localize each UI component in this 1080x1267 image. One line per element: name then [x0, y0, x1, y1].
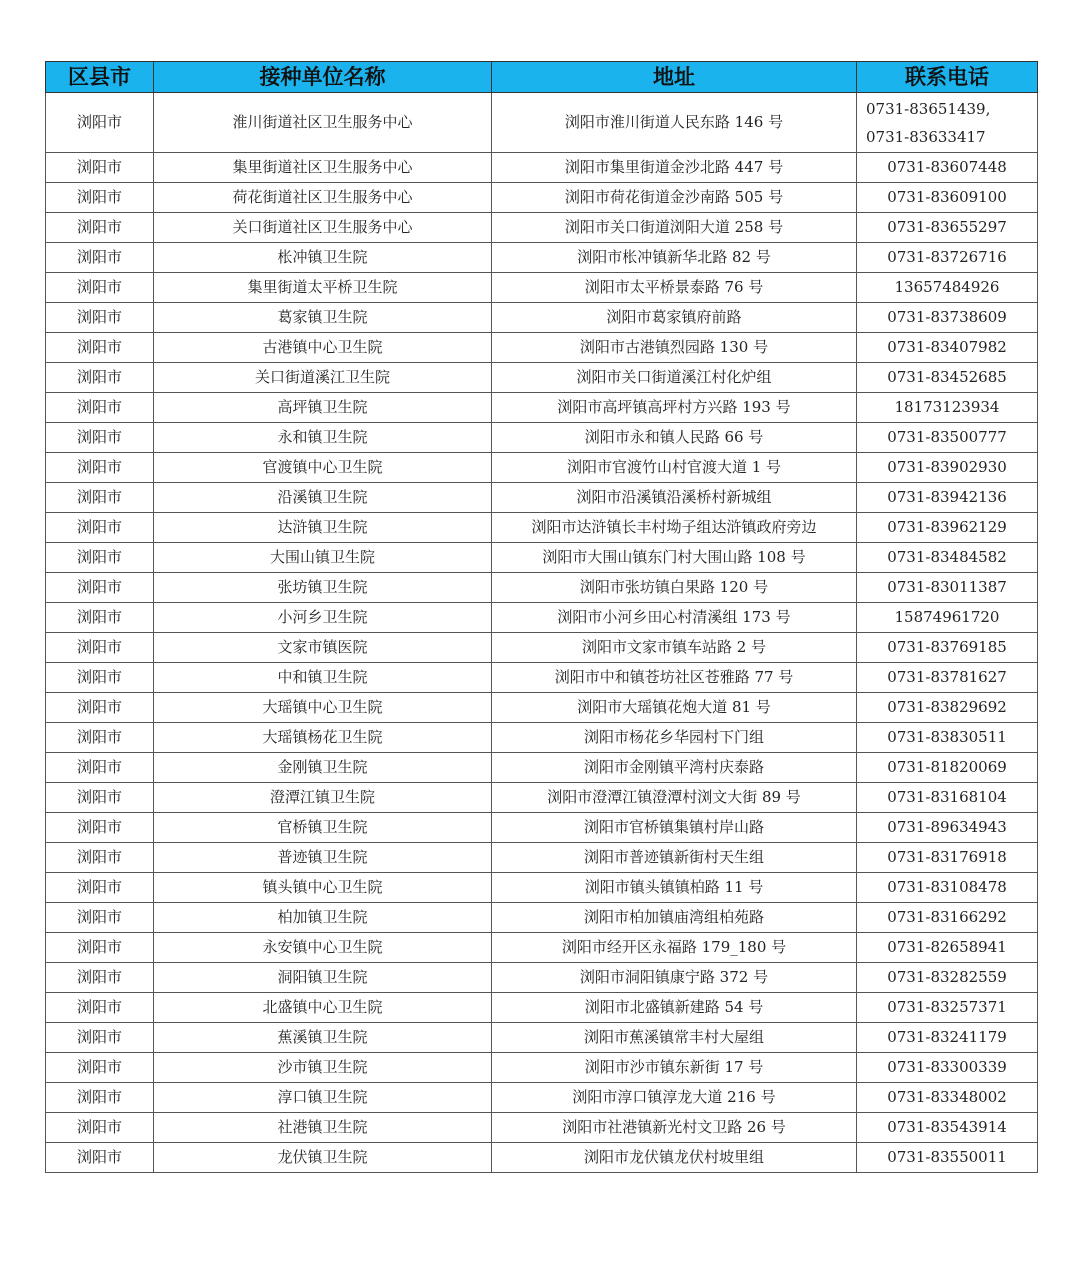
- phone-cell: 0731-83011387: [857, 573, 1038, 603]
- phone-cell: 0731-83241179: [857, 1023, 1038, 1053]
- district-cell: 浏阳市: [46, 693, 154, 723]
- district-cell: 浏阳市: [46, 963, 154, 993]
- address-cell: 浏阳市太平桥景泰路 76 号: [492, 273, 857, 303]
- table-row: [46, 273, 1038, 303]
- unit-name-cell: 沿溪镇卫生院: [154, 483, 492, 513]
- header-phone: 联系电话: [857, 62, 1038, 93]
- unit-name-cell: 古港镇中心卫生院: [154, 333, 492, 363]
- table-row: [46, 483, 1038, 513]
- table-row: [46, 363, 1038, 393]
- phone-cell: 0731-83176918: [857, 843, 1038, 873]
- table-body: [46, 93, 1038, 1173]
- table-row: [46, 753, 1038, 783]
- district-cell: 浏阳市: [46, 393, 154, 423]
- unit-name-cell: 洞阳镇卫生院: [154, 963, 492, 993]
- district-cell: 浏阳市: [46, 213, 154, 243]
- phone-cell: 0731-83484582: [857, 543, 1038, 573]
- phone-cell: 0731-83407982: [857, 333, 1038, 363]
- unit-name-cell: 官桥镇卫生院: [154, 813, 492, 843]
- district-cell: 浏阳市: [46, 1083, 154, 1113]
- phone-cell: 0731-83607448: [857, 153, 1038, 183]
- table-row: [46, 213, 1038, 243]
- table-row: [46, 843, 1038, 873]
- unit-name-cell: 荷花街道社区卫生服务中心: [154, 183, 492, 213]
- table-row: [46, 903, 1038, 933]
- address-cell: 浏阳市荷花街道金沙南路 505 号: [492, 183, 857, 213]
- unit-name-cell: 沙市镇卫生院: [154, 1053, 492, 1083]
- address-cell: 浏阳市澄潭江镇澄潭村浏文大街 89 号: [492, 783, 857, 813]
- phone-cell: 0731-83942136: [857, 483, 1038, 513]
- unit-name-cell: 高坪镇卫生院: [154, 393, 492, 423]
- unit-name-cell: 达浒镇卫生院: [154, 513, 492, 543]
- address-cell: 浏阳市文家市镇车站路 2 号: [492, 633, 857, 663]
- unit-name-cell: 蕉溪镇卫生院: [154, 1023, 492, 1053]
- address-cell: 浏阳市蕉溪镇常丰村大屋组: [492, 1023, 857, 1053]
- address-cell: 浏阳市小河乡田心村清溪组 173 号: [492, 603, 857, 633]
- phone-cell: 13657484926: [857, 273, 1038, 303]
- table-row: [46, 153, 1038, 183]
- phone-cell: 0731-83543914: [857, 1113, 1038, 1143]
- address-cell: 浏阳市枨冲镇新华北路 82 号: [492, 243, 857, 273]
- phone-cell: 15874961720: [857, 603, 1038, 633]
- district-cell: 浏阳市: [46, 243, 154, 273]
- unit-name-cell: 葛家镇卫生院: [154, 303, 492, 333]
- table-row: [46, 993, 1038, 1023]
- address-cell: 浏阳市高坪镇高坪村方兴路 193 号: [492, 393, 857, 423]
- phone-cell: 0731-83500777: [857, 423, 1038, 453]
- district-cell: 浏阳市: [46, 93, 154, 153]
- phone-cell: 0731-83769185: [857, 633, 1038, 663]
- table-row: [46, 663, 1038, 693]
- vaccination-sites-table: [45, 61, 1038, 1173]
- table-row: [46, 543, 1038, 573]
- district-cell: 浏阳市: [46, 753, 154, 783]
- table-row: [46, 1083, 1038, 1113]
- address-cell: 浏阳市龙伏镇龙伏村坡里组: [492, 1143, 857, 1173]
- address-cell: 浏阳市关口街道浏阳大道 258 号: [492, 213, 857, 243]
- district-cell: 浏阳市: [46, 453, 154, 483]
- address-cell: 浏阳市北盛镇新建路 54 号: [492, 993, 857, 1023]
- header-address: 地址: [492, 62, 857, 93]
- address-cell: 浏阳市大瑶镇花炮大道 81 号: [492, 693, 857, 723]
- district-cell: 浏阳市: [46, 813, 154, 843]
- unit-name-cell: 龙伏镇卫生院: [154, 1143, 492, 1173]
- unit-name-cell: 关口街道溪江卫生院: [154, 363, 492, 393]
- district-cell: 浏阳市: [46, 573, 154, 603]
- district-cell: 浏阳市: [46, 483, 154, 513]
- table-row: [46, 633, 1038, 663]
- district-cell: 浏阳市: [46, 783, 154, 813]
- table-row: [46, 453, 1038, 483]
- header-unit-name: 接种单位名称: [154, 62, 492, 93]
- phone-cell: 0731-83609100: [857, 183, 1038, 213]
- unit-name-cell: 柏加镇卫生院: [154, 903, 492, 933]
- district-cell: 浏阳市: [46, 1023, 154, 1053]
- phone-cell: 0731-83257371: [857, 993, 1038, 1023]
- phone-cell: 0731-83348002: [857, 1083, 1038, 1113]
- phone-cell: 0731-83902930: [857, 453, 1038, 483]
- unit-name-cell: 小河乡卫生院: [154, 603, 492, 633]
- address-cell: 浏阳市杨花乡华园村下门组: [492, 723, 857, 753]
- district-cell: 浏阳市: [46, 1113, 154, 1143]
- address-cell: 浏阳市沙市镇东新街 17 号: [492, 1053, 857, 1083]
- address-cell: 浏阳市柏加镇庙湾组柏苑路: [492, 903, 857, 933]
- table-row: [46, 1023, 1038, 1053]
- unit-name-cell: 文家市镇医院: [154, 633, 492, 663]
- phone-cell: 0731-83108478: [857, 873, 1038, 903]
- table-row: [46, 1113, 1038, 1143]
- unit-name-cell: 张坊镇卫生院: [154, 573, 492, 603]
- phone-cell: 0731-81820069: [857, 753, 1038, 783]
- unit-name-cell: 中和镇卫生院: [154, 663, 492, 693]
- unit-name-cell: 大瑶镇杨花卫生院: [154, 723, 492, 753]
- unit-name-cell: 集里街道太平桥卫生院: [154, 273, 492, 303]
- district-cell: 浏阳市: [46, 933, 154, 963]
- table-row: [46, 813, 1038, 843]
- unit-name-cell: 集里街道社区卫生服务中心: [154, 153, 492, 183]
- phone-cell: [857, 93, 1038, 153]
- district-cell: 浏阳市: [46, 153, 154, 183]
- table-header-row: [46, 62, 1038, 93]
- address-cell: 浏阳市沿溪镇沿溪桥村新城组: [492, 483, 857, 513]
- phone-cell: 0731-83655297: [857, 213, 1038, 243]
- unit-name-cell: 镇头镇中心卫生院: [154, 873, 492, 903]
- address-cell: 浏阳市葛家镇府前路: [492, 303, 857, 333]
- unit-name-cell: 大围山镇卫生院: [154, 543, 492, 573]
- district-cell: 浏阳市: [46, 873, 154, 903]
- district-cell: 浏阳市: [46, 543, 154, 573]
- phone-cell: 0731-82658941: [857, 933, 1038, 963]
- address-cell: 浏阳市永和镇人民路 66 号: [492, 423, 857, 453]
- address-cell: 浏阳市金刚镇平湾村庆泰路: [492, 753, 857, 783]
- phone-cell: 0731-83781627: [857, 663, 1038, 693]
- unit-name-cell: 普迹镇卫生院: [154, 843, 492, 873]
- district-cell: 浏阳市: [46, 663, 154, 693]
- unit-name-cell: 北盛镇中心卫生院: [154, 993, 492, 1023]
- phone-cell: 0731-83282559: [857, 963, 1038, 993]
- district-cell: 浏阳市: [46, 1143, 154, 1173]
- district-cell: 浏阳市: [46, 183, 154, 213]
- phone-number: 0731-83651439,: [866, 99, 991, 118]
- table-row: [46, 513, 1038, 543]
- unit-name-cell: 澄潭江镇卫生院: [154, 783, 492, 813]
- phone-cell: 0731-83962129: [857, 513, 1038, 543]
- address-cell: 浏阳市关口街道溪江村化炉组: [492, 363, 857, 393]
- address-cell: 浏阳市中和镇苍坊社区苍雅路 77 号: [492, 663, 857, 693]
- unit-name-cell: 社港镇卫生院: [154, 1113, 492, 1143]
- table-row: [46, 933, 1038, 963]
- phone-cell: 0731-83726716: [857, 243, 1038, 273]
- phone-cell: 0731-83452685: [857, 363, 1038, 393]
- district-cell: 浏阳市: [46, 303, 154, 333]
- phone-cell: 0731-83168104: [857, 783, 1038, 813]
- address-cell: 浏阳市官渡竹山村官渡大道 1 号: [492, 453, 857, 483]
- unit-name-cell: 关口街道社区卫生服务中心: [154, 213, 492, 243]
- address-cell: 浏阳市淮川街道人民东路 146 号: [492, 93, 857, 153]
- district-cell: 浏阳市: [46, 513, 154, 543]
- district-cell: 浏阳市: [46, 1053, 154, 1083]
- district-cell: 浏阳市: [46, 633, 154, 663]
- address-cell: 浏阳市达浒镇长丰村坳子组达浒镇政府旁边: [492, 513, 857, 543]
- phone-cell: 18173123934: [857, 393, 1038, 423]
- table-row: [46, 93, 1038, 153]
- phone-number: 0731-83633417: [866, 127, 986, 146]
- unit-name-cell: 永安镇中心卫生院: [154, 933, 492, 963]
- address-cell: 浏阳市社港镇新光村文卫路 26 号: [492, 1113, 857, 1143]
- table-row: [46, 573, 1038, 603]
- unit-name-cell: 金刚镇卫生院: [154, 753, 492, 783]
- table-row: [46, 333, 1038, 363]
- table-row: [46, 243, 1038, 273]
- district-cell: 浏阳市: [46, 603, 154, 633]
- table-row: [46, 723, 1038, 753]
- phone-cell: 0731-83738609: [857, 303, 1038, 333]
- table-row: [46, 783, 1038, 813]
- table-row: [46, 873, 1038, 903]
- district-cell: 浏阳市: [46, 363, 154, 393]
- address-cell: 浏阳市镇头镇镇柏路 11 号: [492, 873, 857, 903]
- phone-cell: 0731-83166292: [857, 903, 1038, 933]
- table-row: [46, 693, 1038, 723]
- address-cell: 浏阳市集里街道金沙北路 447 号: [492, 153, 857, 183]
- unit-name-cell: 淳口镇卫生院: [154, 1083, 492, 1113]
- address-cell: 浏阳市经开区永福路 179_180 号: [492, 933, 857, 963]
- unit-name-cell: 永和镇卫生院: [154, 423, 492, 453]
- address-cell: 浏阳市洞阳镇康宁路 372 号: [492, 963, 857, 993]
- district-cell: 浏阳市: [46, 993, 154, 1023]
- table-row: [46, 1053, 1038, 1083]
- address-cell: 浏阳市淳口镇淳龙大道 216 号: [492, 1083, 857, 1113]
- table-row: [46, 963, 1038, 993]
- phone-cell: 0731-83300339: [857, 1053, 1038, 1083]
- unit-name-cell: 大瑶镇中心卫生院: [154, 693, 492, 723]
- address-cell: 浏阳市普迹镇新街村天生组: [492, 843, 857, 873]
- unit-name-cell: 淮川街道社区卫生服务中心: [154, 93, 492, 153]
- district-cell: 浏阳市: [46, 843, 154, 873]
- district-cell: 浏阳市: [46, 273, 154, 303]
- district-cell: 浏阳市: [46, 903, 154, 933]
- address-cell: 浏阳市官桥镇集镇村岸山路: [492, 813, 857, 843]
- phone-cell: 0731-83550011: [857, 1143, 1038, 1173]
- address-cell: 浏阳市张坊镇白果路 120 号: [492, 573, 857, 603]
- table-row: [46, 303, 1038, 333]
- table-row: [46, 393, 1038, 423]
- district-cell: 浏阳市: [46, 423, 154, 453]
- unit-name-cell: 枨冲镇卫生院: [154, 243, 492, 273]
- district-cell: 浏阳市: [46, 723, 154, 753]
- table-row: [46, 183, 1038, 213]
- phone-cell: 0731-83829692: [857, 693, 1038, 723]
- table-row: [46, 1143, 1038, 1173]
- table-row: [46, 603, 1038, 633]
- phone-cell: 0731-83830511: [857, 723, 1038, 753]
- address-cell: 浏阳市大围山镇东门村大围山路 108 号: [492, 543, 857, 573]
- district-cell: 浏阳市: [46, 333, 154, 363]
- phone-cell: 0731-89634943: [857, 813, 1038, 843]
- vaccination-sites-sheet: [45, 61, 1037, 1173]
- table-row: [46, 423, 1038, 453]
- unit-name-cell: 官渡镇中心卫生院: [154, 453, 492, 483]
- address-cell: 浏阳市古港镇烈园路 130 号: [492, 333, 857, 363]
- header-district: 区县市: [46, 62, 154, 93]
